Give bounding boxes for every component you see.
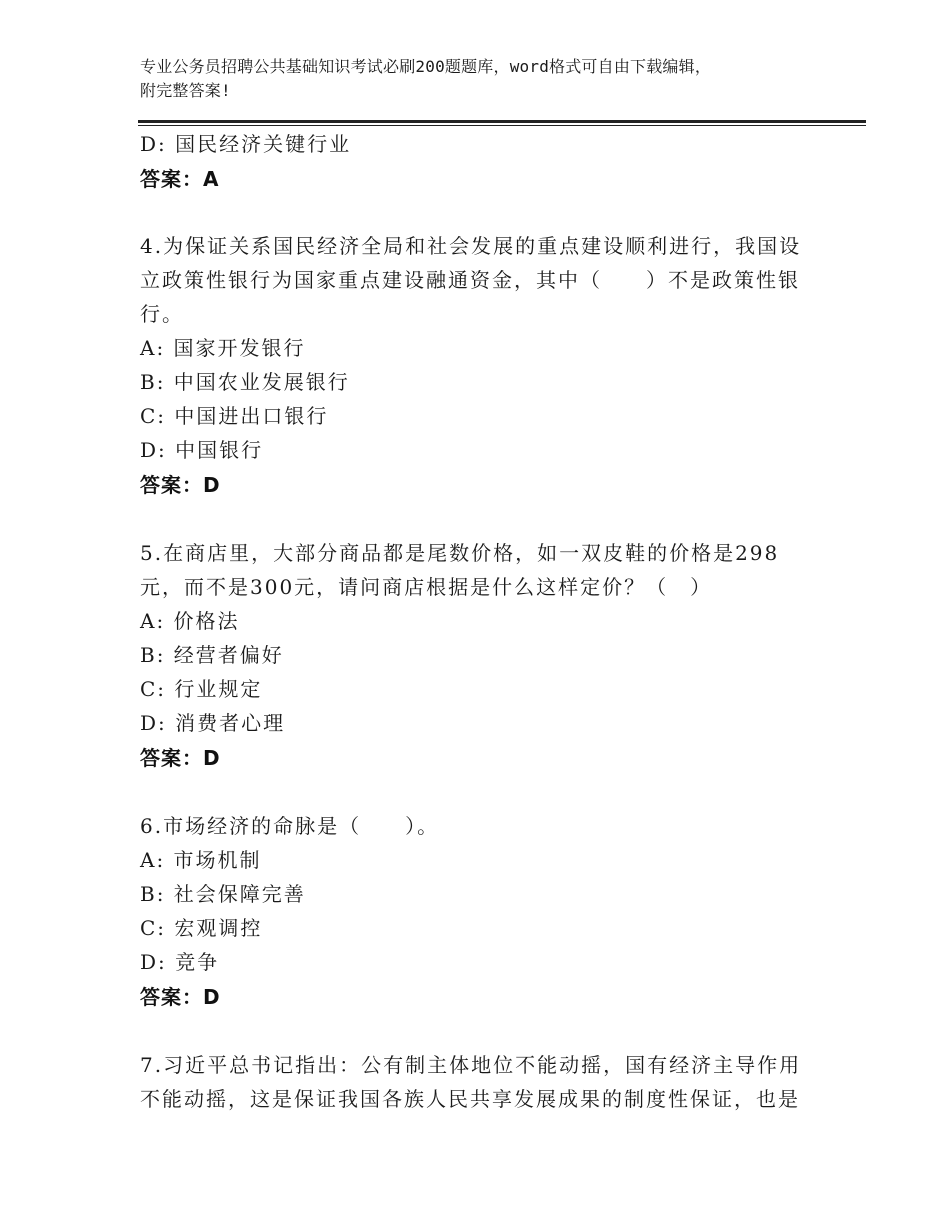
option-c: C: 中国进出口银行 (140, 404, 329, 428)
question-text-line: 4.为保证关系国民经济全局和社会发展的重点建设顺利进行，我国设 (140, 234, 802, 258)
prev-option-d: D: 国民经济关键行业 (140, 132, 352, 156)
question-text-line: 行。 (140, 302, 184, 326)
question-text-line: 元，而不是300元，请问商店根据是什么这样定价？（ ） (140, 575, 713, 599)
option-a: A: 市场机制 (140, 848, 262, 872)
option-a: A: 价格法 (140, 609, 240, 633)
question-text-line: 立政策性银行为国家重点建设融通资金，其中（ ）不是政策性银 (140, 268, 800, 292)
header-rule-thin (138, 125, 866, 126)
option-b: B: 中国农业发展银行 (140, 370, 350, 394)
question-text-line: 5.在商店里，大部分商品都是尾数价格，如一双皮鞋的价格是298 (140, 541, 780, 565)
option-d: D: 中国银行 (140, 438, 264, 462)
page-header (140, 55, 860, 103)
option-c: C: 宏观调控 (140, 916, 263, 940)
answer: 答案：D (140, 985, 221, 1009)
question-text-line: 不能动摇，这是保证我国各族人民共享发展成果的制度性保证，也是 (140, 1087, 800, 1111)
option-c: C: 行业规定 (140, 677, 263, 701)
answer: 答案：D (140, 473, 221, 497)
option-b: B: 经营者偏好 (140, 643, 284, 667)
answer: 答案：D (140, 746, 221, 770)
question-text-line: 6.市场经济的命脉是（ ）。 (140, 814, 440, 838)
option-d: D: 竞争 (140, 950, 220, 974)
question-text-line: 7.习近平总书记指出：公有制主体地位不能动摇，国有经济主导作用 (140, 1053, 802, 1077)
option-a: A: 国家开发银行 (140, 336, 306, 360)
header-line-2: 附完整答案! (140, 81, 231, 100)
option-d: D: 消费者心理 (140, 711, 286, 735)
prev-answer: 答案：A (140, 167, 220, 191)
header-line-1: 专业公务员招聘公共基础知识考试必刷200题题库，word格式可自由下载编辑， (140, 57, 712, 76)
option-b: B: 社会保障完善 (140, 882, 306, 906)
header-rule-thick (138, 120, 866, 123)
